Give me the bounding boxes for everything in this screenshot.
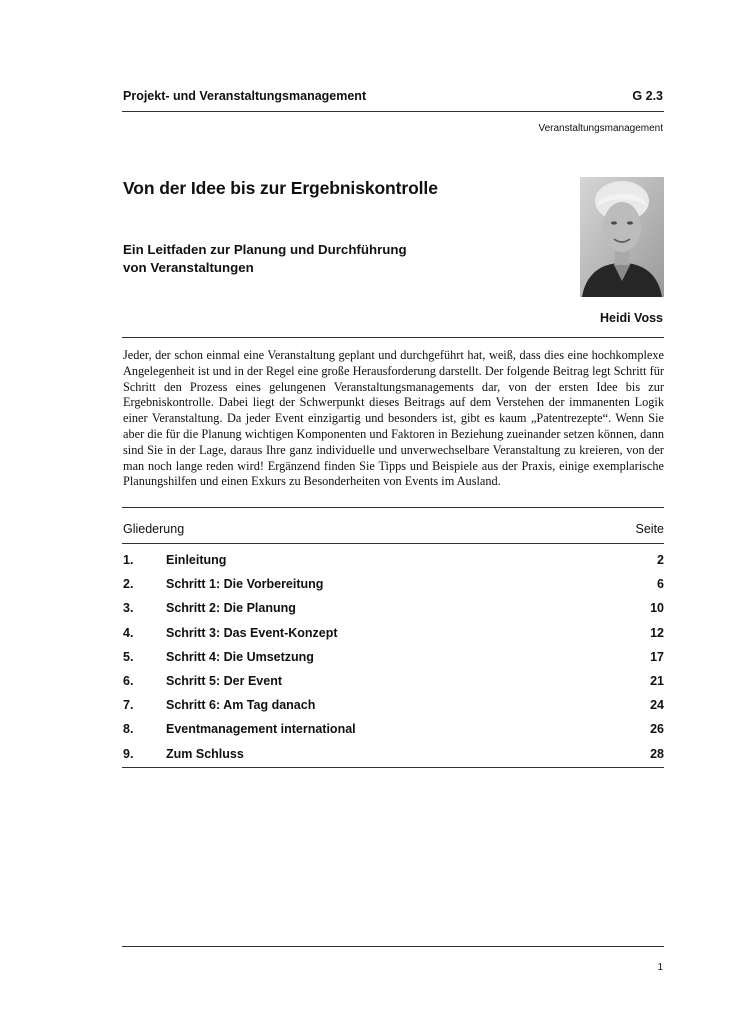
toc-entry-number: 4. [123, 625, 134, 640]
toc-page-heading: Seite [635, 522, 664, 536]
abstract-bottom-rule [122, 507, 664, 508]
toc-entry-title: Schritt 2: Die Planung [166, 601, 296, 616]
article-title: Von der Idee bis zur Ergebniskontrolle [123, 178, 438, 198]
article-subtitle [123, 241, 523, 277]
toc-entry-number: 7. [123, 698, 134, 713]
toc-entry-page: 21 [650, 674, 664, 689]
toc-entry-number: 2. [123, 577, 134, 592]
toc-entry-page: 24 [650, 698, 664, 713]
toc-entry-number: 1. [123, 553, 134, 568]
abstract-top-rule [122, 337, 664, 338]
toc-entry [123, 596, 664, 620]
toc-header [123, 522, 664, 536]
table-of-contents [123, 548, 664, 766]
toc-entry [123, 669, 664, 693]
toc-entry-number: 9. [123, 746, 134, 761]
toc-entry [123, 572, 664, 596]
toc-entry-title: Schritt 5: Der Event [166, 674, 283, 689]
toc-entry [123, 621, 664, 645]
toc-bottom-rule [122, 767, 664, 768]
toc-entry-title: Schritt 3: Das Event-Konzept [166, 625, 338, 640]
section-label: Veranstaltungsmanagement [538, 123, 663, 134]
toc-header-rule [122, 543, 664, 544]
author-name: Heidi Voss [600, 311, 663, 325]
toc-entry-page: 10 [650, 601, 664, 616]
toc-entry-title: Schritt 1: Die Vorbereitung [166, 577, 324, 592]
toc-entry [123, 693, 664, 717]
toc-entry-title: Schritt 4: Die Umsetzung [166, 649, 314, 664]
toc-entry-page: 17 [650, 649, 664, 664]
toc-entry-page: 12 [650, 625, 664, 640]
toc-entry-title: Zum Schluss [166, 746, 244, 761]
abstract-text: Jeder, der schon einmal eine Veranstaltung geplant und durchgeführt hat, weiß, dass dies eine hochkomplexe Angelegenheit ist und in der Regel eine große Herausforderung darstellt. Der folgende Beitrag legt Schritt für Schritt den Prozess eines gelungenen Veranstaltungsmanagements dar, von der ersten Idee bis zur Ergebniskontrolle. Dabei liegt der Schwerpunkt dieses Beitrags auf dem Verstehen der immanenten Logik einer Veranstaltung. Da jeder Event einzigartig und besonders ist, gibt es kaum „Patentrezepte“. Wenn Sie aber die für die Planung wichtigen Komponenten und Faktoren in Beziehung zueinander setzen können, dann sind Sie in der Lage, daraus Ihre ganz individuelle und unverwechselbare Veranstaltung zu kreieren, von der man noch lange reden wird! Ergänzend finden Sie Tipps und Beispiele aus der Praxis, einige exemplarische Planungshilfen und einen Exkurs zu Besonderheiten von Events im Ausland. [123, 348, 664, 489]
toc-entry-page: 26 [650, 722, 664, 737]
toc-heading: Gliederung [123, 522, 185, 536]
footer-rule [122, 946, 664, 947]
toc-entry [123, 645, 664, 669]
running-header-title: Projekt- und Veranstaltungsmanagement [123, 89, 367, 103]
toc-entry-title: Eventmanagement international [166, 722, 356, 737]
toc-entry [123, 717, 664, 741]
toc-entry-number: 8. [123, 722, 134, 737]
toc-entry-page: 28 [650, 746, 664, 761]
subtitle-line: Ein Leitfaden zur Planung und Durchführung [123, 242, 407, 257]
toc-entry-page: 6 [657, 577, 664, 592]
toc-entry [123, 548, 664, 572]
toc-entry-title: Schritt 6: Am Tag danach [166, 698, 316, 713]
toc-entry-title: Einleitung [166, 553, 227, 568]
running-header-code: G 2.3 [632, 89, 663, 103]
author-portrait-image [580, 177, 664, 297]
toc-entry-number: 6. [123, 674, 134, 689]
subtitle-line: von Veranstaltungen [123, 260, 254, 275]
author-photo [580, 177, 664, 297]
toc-entry-number: 5. [123, 649, 134, 664]
toc-entry [123, 742, 664, 766]
toc-entry-page: 2 [657, 553, 664, 568]
page-number: 1 [657, 962, 663, 973]
header-rule [122, 111, 664, 112]
toc-entry-number: 3. [123, 601, 134, 616]
